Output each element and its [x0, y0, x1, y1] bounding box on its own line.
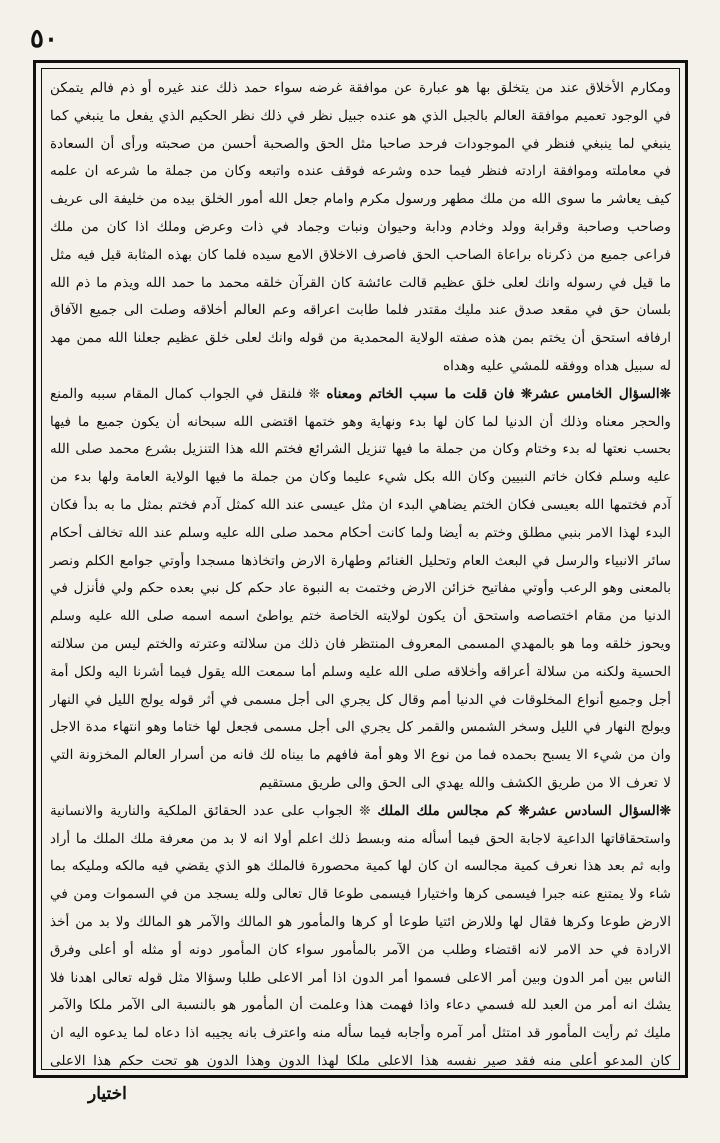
question-15-heading: ❊السؤال الخامس عشر❊ — [520, 385, 671, 402]
question-15-answer: فلنقل في الجواب كمال المقام سببه والمنع والحجر معناه وذلك أن الدنيا لما كان لها بدء ونهاية وهو ختمها اقتضى الله سبحانه أن يكون جميع ما فيها بحسب نعتها له بدء وختام وكان من جملة ما فيها تنزيل الشرائع فختم الله هذا التنزيل بشرع محمد صلى الله عليه وسلم فكان خاتم النبيين وكان الله بكل شيء عليما وكان من جملة ما فيها الولاية العامة ولها بدء من آدم فختمها الله بعيسى فكان الختم يضاهي البدء ان مثل عيسى عند الله كمثل آدم فختم بمثل ما به بدأ فكان البدء لهذا الامر بنبي مطلق وختم به أيضا ولما كانت أحكام محمد صلى الله عليه وسلم عند الله تخالف أحكام سائر الانبياء والرسل في البعث العام وتحليل الغنائم وطهارة الارض واتخاذها مسجدا وأوتي جوامع الكلم ونصر بالمعنى وهو الرعب وأوتي مفاتيح خزائن الارض وختمت به النبوة عاد حكم كل نبي بعده حكم ولي فأنزل في الدنيا من مقام اختصاصه واستحق أن يكون لولايته الخاصة ختم يواطئ اسمه اسمه صلى الله عليه وسلم ويحوز خلقه وما هو بالمهدي المسمى المعروف المنتظر فان ذلك من سلالته وعترته والختم ليس من سلالته الحسية ولكنه من سلالة أعراقه وأخلاقه صلى الله عليه وسلم أما سمعت الله يقول فيما أشرنا اليه ولكل أمة أجل وجميع أنواع المخلوقات في الدنيا أمم وقال كل يجري الى أجل مسمى في أثر قوله يولج الليل في النهار ويولج النهار في الليل وسخر الشمس والقمر كل يجري الى أجل مسمى فجعل لها ختاما وهو انتهاء مدة الاجل وان من شيء الا يسبح بحمده فما من نوع الا وهو أمة فافهم ما بيناه لك فانه من أسرار العالم المخزونة التي لا تعرف الا من طريق الكشف والله يهدي الى الحق والى طريق مستقيم — [50, 385, 671, 791]
question-15-title: فان قلت ما سبب الخاتم ومعناه — [326, 385, 515, 402]
question-16-title: كم مجالس ملك الملك — [377, 802, 512, 819]
page-border-inner — [41, 68, 680, 1070]
paragraph-1: ومكارم الأخلاق عند من يتخلق بها هو عبارة عن موافقة غرضه سواء حمد ذلك عند غيره أو ذم فالم يتمكن في الوجود تعميم موافقة العالم بالجبل الذي هو عنده جبيل نظر في ذلك نظر الحكيم الذي يفعل ما ينبغي كما ينبغي لما ينبغي فنظر في الموجودات فرحد صاحبا مثل الحق والصحبة أحسن من صحبته ورأى أن السعادة في معاملته وموافقة ارادته فنظر فيما حده وشرعه فوقف عنده واتبعه وكان من جملة ما شرعه ان علمه كيف يعاشر ما سوى الله من ملك مطهر ورسول مكرم وامام جعل الله أمور الخلق بيده من خليفة الى عريف وصاحب وصاحبة وقرابة وولد وخادم ودابة وحيوان ونبات وجماد في ذات وعرض وملك اذا كان من ملك فراعى جميع من ذكرناه براعاة الصاحب الحق فاصرف الاخلاق الامع سيده فلما كان بهذه المثابة قيل فيه مثل ما قيل في رسوله وانك لعلى خلق عظيم قالت عائشة كان القرآن خلقه محمد ما حمد الله ويذم ما ذم الله بلسان حق في مقعد صدق عند مليك مقتدر فلما طابت اعراقه وعم العالم أخلاقه وصلت الى جميع الآفاق ارفافه استحق أن يختم بمن هذه صفته الولاية المحمدية من قوله وانك لعلى خلق عظيم جعلنا الله ممن مهد له سبيل هداه ووفقه للمشي عليه وهداه — [50, 80, 671, 374]
page-border-outer — [33, 60, 688, 1078]
catchword: اختيار — [88, 1084, 127, 1104]
page-number: ٥٠ — [30, 24, 58, 54]
paragraph-2: ❊السؤال الخامس عشر❊ فان قلت ما سبب الخاتم ومعناه ❊ فلنقل في الجواب كمال المقام سببه والمنع والحجر معناه وذلك أن الدنيا لما كان لها بدء ونهاية وهو ختمها اقتضى الله سبحانه أن يكون جميع ما فيها بحسب نعتها له بدء وختام وكان من جملة ما فيها تنزيل الشرائع فختم الله هذا التنزيل بشرع محمد صلى الله عليه وسلم فكان خاتم النبيين وكان الله بكل شيء عليما وكان من جملة ما فيها الولاية العامة ولها بدء من آدم فختمها الله بعيسى فكان الختم يضاهي البدء ان مثل عيسى عند الله كمثل آدم فختم بمثل ما به بدأ فكان البدء لهذا الامر بنبي مطلق وختم به أيضا ولما كانت أحكام محمد صلى الله عليه وسلم عند الله تخالف أحكام سائر الانبياء والرسل في البعث العام وتحليل الغنائم وطهارة الارض واتخاذها مسجدا وأوتي جوامع الكلم ونصر بالمعنى وهو الرعب وأوتي مفاتيح خزائن الارض وختمت به النبوة عاد حكم كل نبي بعده حكم ولي فأنزل في الدنيا من مقام اختصاصه واستحق أن يكون لولايته الخاصة ختم يواطئ اسمه اسمه صلى الله عليه وسلم ويحوز خلقه وما هو بالمهدي المسمى المعروف المنتظر فان ذلك من سلالته وعترته والختم ليس من سلالته الحسية ولكنه من سلالة أعراقه وأخلاقه صلى الله عليه وسلم أما سمعت الله يقول فيما أشرنا اليه ولكل أمة أجل وجميع أنواع المخلوقات في الدنيا أمم وقال كل يجري الى أجل مسمى في أثر قوله يولج الليل في النهار ويولج النهار في الليل وسخر الشمس والقمر كل يجري الى أجل مسمى فجعل لها ختاما وهو انتهاء مدة الاجل وان من شيء الا يسبح بحمده فما من نوع الا وهو أمة فافهم ما بيناه لك فانه من أسرار العالم المخزونة التي لا تعرف الا من طريق الكشف والله يهدي الى الحق والى طريق مستقيم — [50, 385, 671, 791]
main-text — [50, 75, 671, 1070]
question-16-answer: الجواب على عدد الحقائق الملكية والنارية والانسانية واستحقاقاتها الداعية لاجابة الحق فيما أسأله منه وبسط ذلك اعلم أولا انه لا بد من معرفة ملك الملك ما أراد وابه ثم بعد هذا نعرف كمية مجالسه ان كان لها كمية محصورة فالملك هو الذي يقضي فيه مالكه ومليكه بما شاء ولا يمتنع عنه جبرا فيسمى كرها واختيارا فيسمى طوعا قال تعالى ولله يسجد من في السموات ومن في الارض طوعا وكرها فقال لها وللارض ائتيا طوعا أو كرها والمأمور هو المالك والآمر هو المالك ولا بد من أخذ الارادة في حد الامر لانه اقتضاء وطلب من الآمر بالمأمور سواء كان المأمور دونه أو مثله أو أعلى وفرق الناس بين أمر الدون وبين أمر الاعلى فسموا أمر الدون اذا أمر الاعلى طلبا وسؤالا مثل قوله تعالى اهدنا فلا يشك انه أمر من العبد لله فسمي دعاء واذا فهمت هذا وعلمت أن المأمور هو بالنسبة الى الآمر ملكا والآمر مليك ثم رأيت المأمور قد امتثل أمر آمره وأجابه فيما سأله منه واعترف بانه يجيبه اذا دعاه لما يدعوه اليه ان كان المدعو أعلى منه فقد صير نفسه هذا الاعلى ملكا لهذا الدون وهذا الدون هو تحت حكم هذا الاعلى — [50, 802, 671, 1069]
question-16-heading: ❊السؤال السادس عشر❊ — [518, 802, 671, 819]
paragraph-3: ❊السؤال السادس عشر❊ كم مجالس ملك الملك ❊ الجواب على عدد الحقائق الملكية والنارية والانسانية واستحقاقاتها الداعية لاجابة الحق فيما أسأله منه وبسط ذلك اعلم أولا انه لا بد من معرفة ملك الملك ما أراد وابه ثم بعد هذا نعرف كمية مجالسه ان كان لها كمية محصورة فالملك هو الذي يقضي فيه مالكه ومليكه بما شاء ولا يمتنع عنه جبرا فيسمى كرها واختيارا فيسمى طوعا قال تعالى ولله يسجد من في السموات ومن في الارض طوعا وكرها فقال لها وللارض ائتيا طوعا أو كرها والمأمور هو المالك والآمر هو المالك ولا بد من أخذ الارادة في حد الامر لانه اقتضاء وطلب من الآمر بالمأمور سواء كان المأمور دونه أو مثله أو أعلى وفرق الناس بين أمر الدون وبين أمر الاعلى فسموا أمر الدون اذا أمر الاعلى طلبا وسؤالا مثل قوله تعالى اهدنا فلا يشك انه أمر من العبد لله فسمي دعاء واذا فهمت هذا وعلمت أن المأمور هو بالنسبة الى الآمر ملكا والآمر مليك ثم رأيت المأمور قد امتثل أمر آمره وأجابه فيما سأله منه واعترف بانه يجيبه اذا دعاه لما يدعوه اليه ان كان المدعو أعلى منه فقد صير نفسه هذا الاعلى ملكا لهذا الدون وهذا الدون هو تحت حكم هذا الاعلى — [50, 798, 671, 1070]
